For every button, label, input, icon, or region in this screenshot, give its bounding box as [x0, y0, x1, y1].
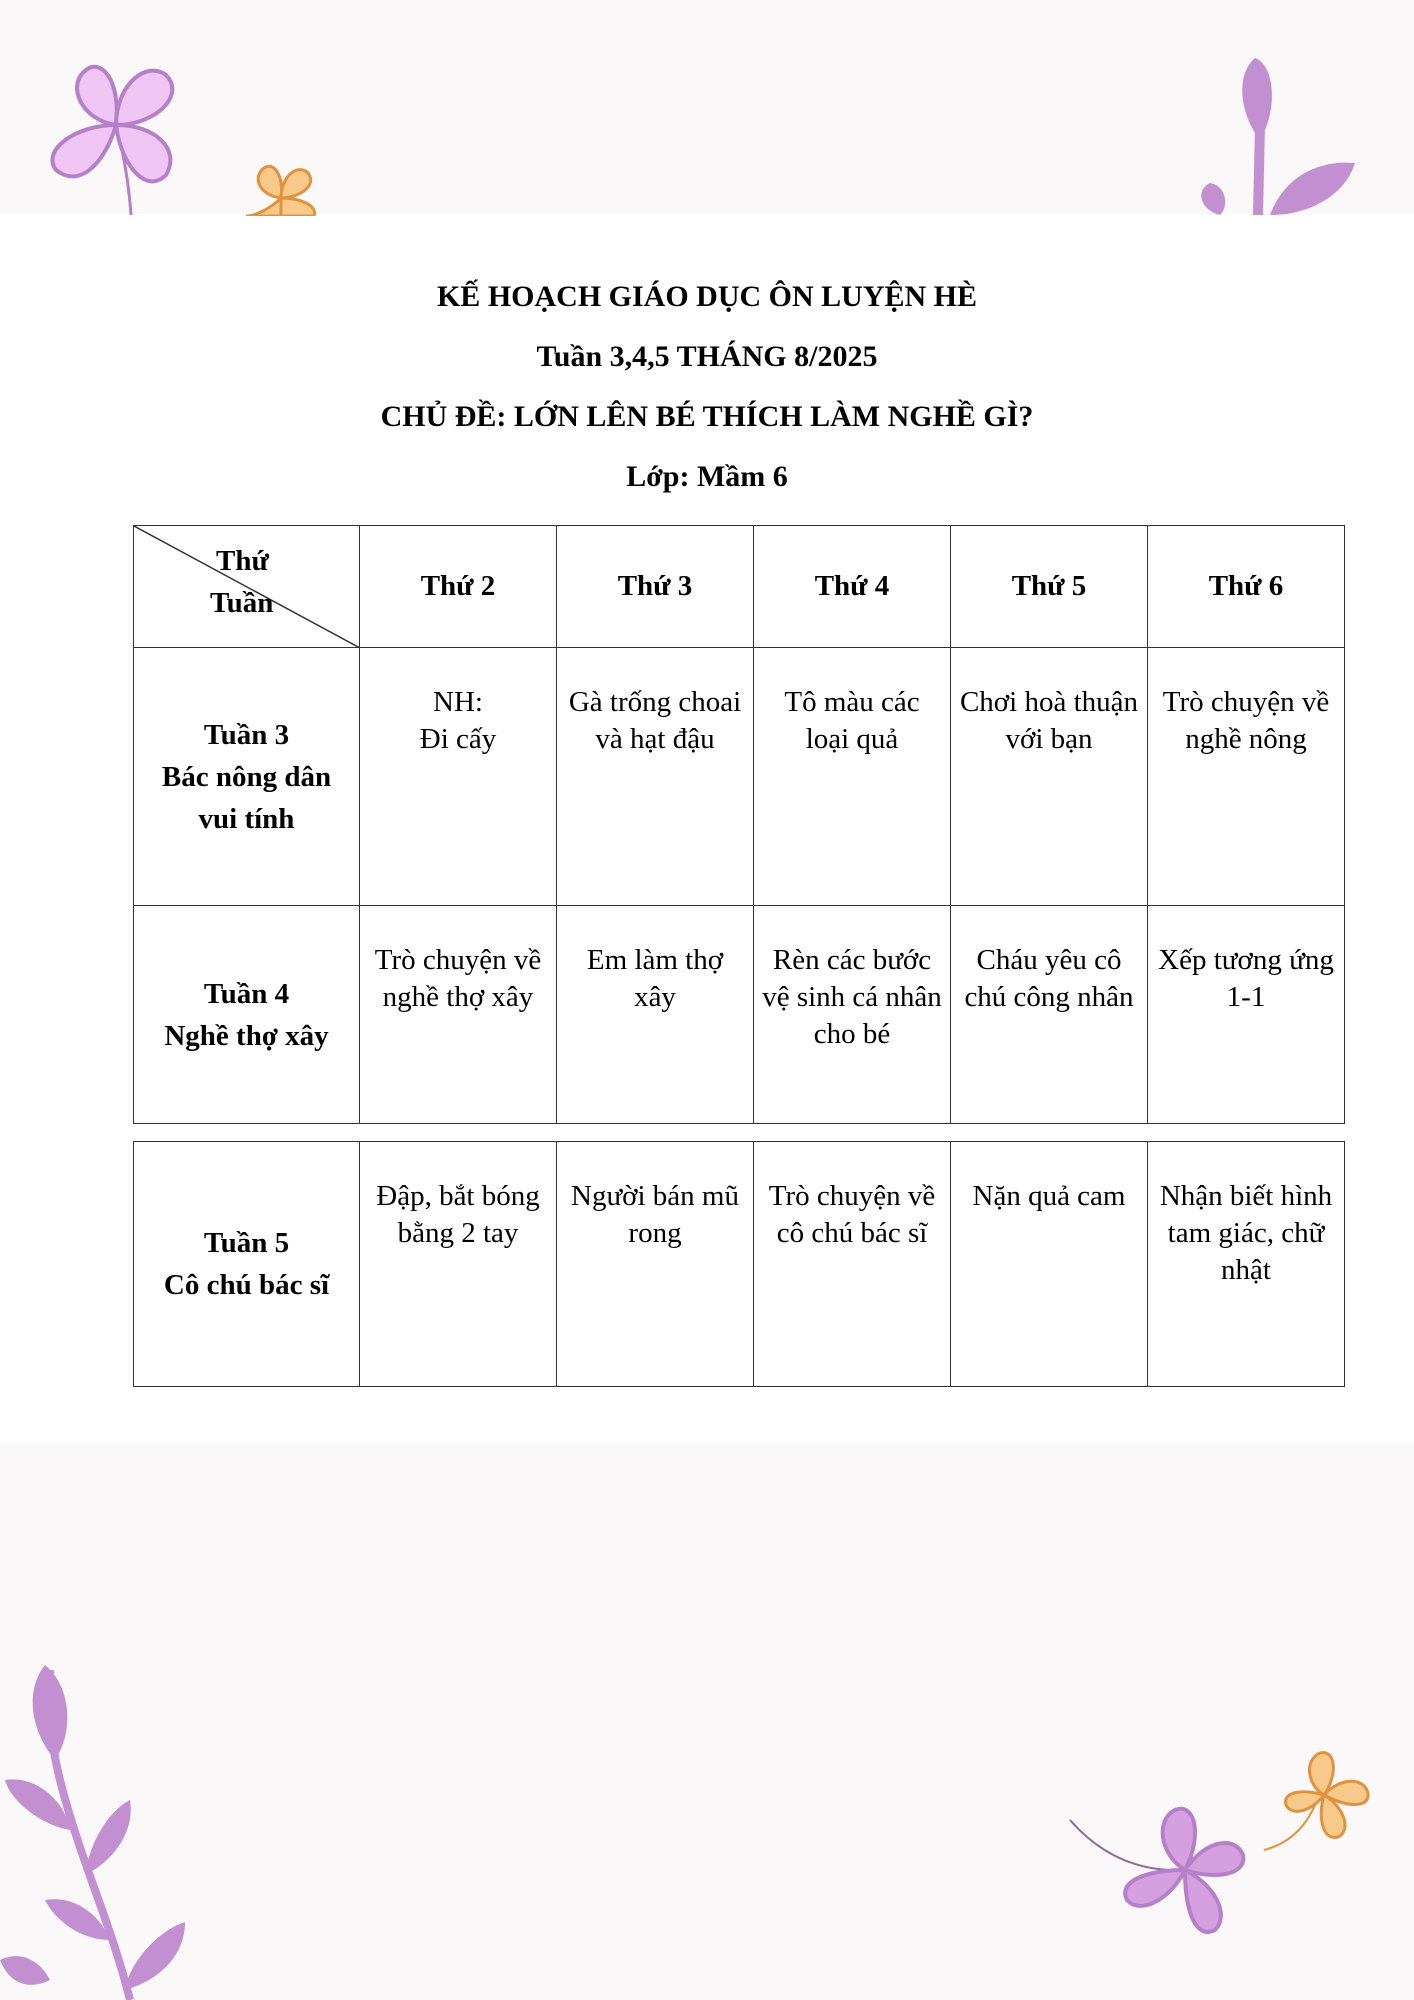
activity-text: Xếp tương ứng 1-1	[1158, 944, 1334, 1013]
activity-text: Người bán mũ rong	[571, 1180, 739, 1249]
activity-text: Trò chuyện về nghề thợ xây	[374, 944, 542, 1013]
plan-table	[133, 525, 1345, 1124]
plan-table-continued	[133, 1141, 1345, 1387]
activity-cell	[1148, 1142, 1345, 1387]
week-label-cell	[134, 1142, 360, 1387]
day-header: Thứ 5	[951, 526, 1148, 648]
document-title: KẾ HOẠCH GIÁO DỤC ÔN LUYỆN HÈ	[436, 280, 978, 313]
activity-cell	[557, 1142, 754, 1387]
week-label-cell	[134, 906, 360, 1124]
activity-text: Em làm thợ xây	[586, 944, 724, 1013]
activity-cell	[951, 1142, 1148, 1387]
day-header: Thứ 3	[557, 526, 754, 648]
orange-clover-icon	[236, 158, 326, 216]
day-header: Thứ 2	[360, 526, 557, 648]
document-topic: CHỦ ĐỀ: LỚN LÊN BÉ THÍCH LÀM NGHỀ GÌ?	[380, 400, 1034, 433]
week-number: Tuần 3	[203, 718, 290, 751]
activity-text: NH: Đi cấy	[419, 686, 497, 755]
activity-cell	[754, 906, 951, 1124]
activity-cell	[557, 648, 754, 906]
activity-cell	[754, 1142, 951, 1387]
activity-cell	[951, 906, 1148, 1124]
activity-text: Gà trống choai và hạt đậu	[568, 686, 742, 755]
table-row	[134, 1142, 1345, 1387]
leaf-plant-icon	[1190, 55, 1360, 215]
table-row	[134, 648, 1345, 906]
corner-week-label: Tuần	[210, 587, 274, 619]
corner-day-label: Thứ	[216, 545, 269, 577]
activity-cell	[360, 1142, 557, 1387]
activity-text: Cháu yêu cô chú công nhân	[964, 944, 1134, 1013]
activity-text: Đập, bắt bóng bằng 2 tay	[376, 1180, 540, 1249]
document-subtitle-weeks: Tuần 3,4,5 THÁNG 8/2025	[536, 340, 878, 373]
table-header-row	[134, 526, 1345, 648]
activity-cell	[360, 648, 557, 906]
activity-cell	[754, 648, 951, 906]
document-header	[0, 282, 1414, 522]
activity-cell	[1148, 648, 1345, 906]
activity-cell	[557, 906, 754, 1124]
leaf-branch-icon	[0, 1660, 200, 2000]
activity-cell	[360, 906, 557, 1124]
activity-text: Trò chuyện về cô chú bác sĩ	[768, 1180, 936, 1249]
activity-text: Rèn các bước vệ sinh cá nhân cho bé	[762, 944, 942, 1050]
week-theme: Cô chú bác sĩ	[163, 1269, 330, 1301]
week-number: Tuần 4	[203, 977, 290, 1010]
orange-clover-icon	[1262, 1745, 1382, 1855]
day-header: Thứ 6	[1148, 526, 1345, 648]
purple-clover-icon	[1065, 1790, 1265, 1960]
day-header: Thứ 4	[754, 526, 951, 648]
activity-text: Trò chuyện về nghề nông	[1162, 686, 1330, 755]
document-class: Lớp: Mầm 6	[626, 460, 788, 493]
activity-text: Chơi hoà thuận với bạn	[959, 686, 1139, 755]
pink-clover-icon	[36, 50, 196, 220]
activity-cell	[1148, 906, 1345, 1124]
week-number: Tuần 5	[203, 1227, 290, 1259]
activity-text: Nhận biết hình tam giác, chữ nhật	[1159, 1180, 1333, 1286]
table-row	[134, 906, 1345, 1124]
activity-cell	[951, 648, 1148, 906]
activity-text: Nặn quả cam	[972, 1180, 1126, 1212]
activity-text: Tô màu các loại quả	[784, 686, 920, 755]
week-theme: Nghề thợ xây	[164, 1019, 329, 1052]
week-theme: Bác nông dân vui tính	[161, 760, 332, 835]
week-label-cell	[134, 648, 360, 906]
corner-cell	[134, 526, 360, 648]
